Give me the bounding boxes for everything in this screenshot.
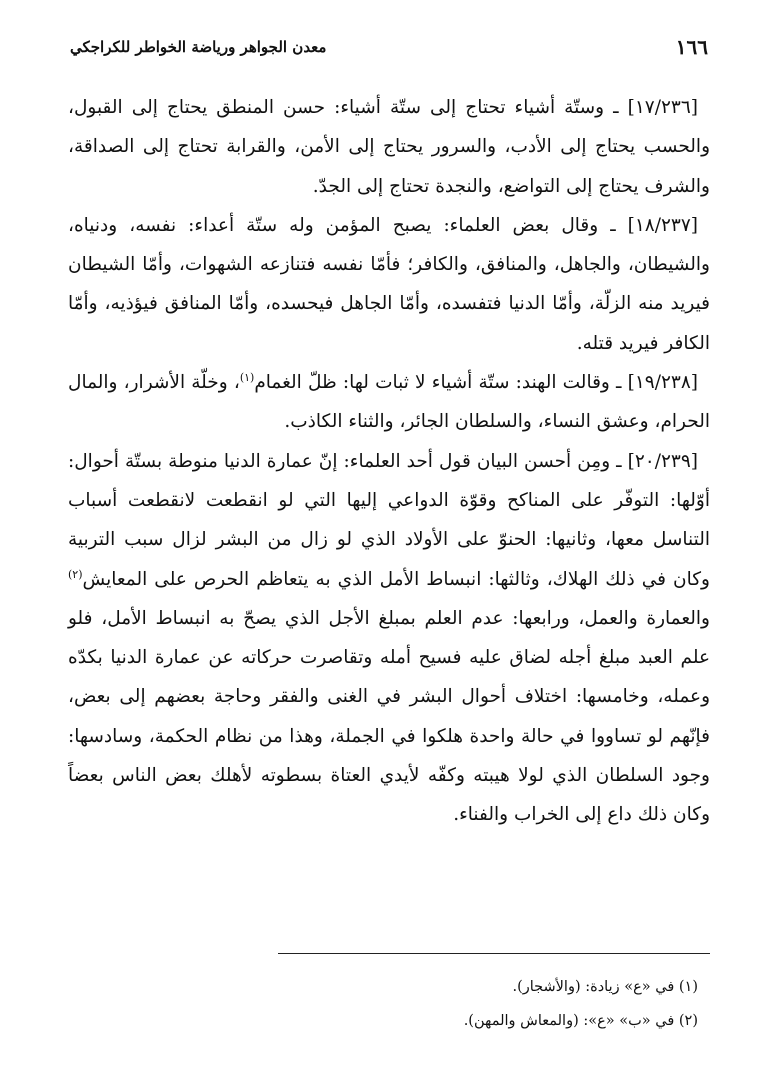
footnote-1: (١) في «ع» زيادة: (والأشجار). — [512, 979, 698, 995]
footnote-2: (٢) في «ب» «ع»: (والمعاش والمهن). — [463, 1013, 698, 1029]
paragraph-text: ، وخلّة الأشرار، والمال الحرام، وعشق النساء، والسلطان الجائر، والثناء الكاذب. — [68, 372, 710, 433]
footnotes — [80, 970, 698, 1038]
paragraph-236 — [68, 88, 710, 206]
paragraph-text: ـ وقالت الهند: ستّة أشياء لا ثبات لها: ظلّ الغمام — [254, 372, 628, 394]
page-header — [70, 34, 708, 60]
paragraph-text: ـ ومِن أحسن البيان قول أحد العلماء: إنّ عمارة الدنيا منوطة بستّة أحوال: أوّلها: التوفّر على المناكح وقوّة الدواعي إليها التي لو انقطعت لانقطعت أسباب التناسل معها، وثانيها: الحنوّ على الأولاد الذي لو زال من البشر لزال سبب التربية وكان في ذلك الهلاك، وثالثها: انبساط الأمل الذي به يتعاظم الحرص على المعايش — [68, 450, 710, 590]
footnote-divider — [278, 953, 710, 954]
paragraph-text: ـ وقال بعض العلماء: يصبح المؤمن وله ستّة أعداء: نفسه، ودنياه، والشيطان، والجاهل، والمنافق، والكافر؛ فأمّا نفسه فتنازعه الشهوات، وأمّا الشيطان فيريد منه الزلّة، وأمّا الدنيا فتفسده، وأمّا الجاهل فيحسده، وأمّا المنافق فيؤذيه، وأمّا الكافر فيريد قتله. — [68, 214, 710, 354]
paragraph-text: ـ وستّة أشياء تحتاج إلى ستّة أشياء: حسن المنطق يحتاج إلى القبول، والحسب يحتاج إلى الأدب، والسرور يحتاج إلى الأمن، والقرابة تحتاج إلى الصداقة، والشرف يحتاج إلى التواضع، والنجدة تحتاج إلى الجدّ. — [68, 97, 710, 197]
paragraph-239 — [68, 442, 710, 835]
page-number: ١٦٦ — [675, 35, 708, 59]
paragraph-ref: [٢٠/٢٣٩] — [627, 450, 698, 472]
paragraph-ref: [١٧/٢٣٦] — [627, 97, 698, 118]
paragraph-ref: [١٨/٢٣٧] — [627, 214, 698, 236]
paragraph-237 — [68, 206, 710, 363]
paragraph-238 — [68, 363, 710, 442]
footnote-marker: (٢) — [68, 567, 83, 581]
paragraph-text: والعمارة والعمل، ورابعها: عدم العلم بمبلغ الأجل الذي يصحّ به انبساط الأمل، فلو علم العبد مبلغ أجله لضاق عليه فسيح أمله وتقاصرت حركاته عن عمارة الدنيا بكدّه وعمله، وخامسها: اختلاف أحوال البشر في الغنى والفقر وحاجة بعضهم إلى بعض، فإنّهم لو تساووا في حالة واحدة هلكوا في الجملة، وهذا من نظام الحكمة، وسادسها: وجود السلطان الذي لولا هيبته وكفّه لأيدي العتاة بسطوته لأهلك بعض الناس بعضاً وكان ذلك داع إلى الخراب والفناء. — [68, 607, 710, 826]
footnote-marker: (١) — [239, 370, 255, 384]
paragraph-ref: [١٩/٢٣٨] — [627, 372, 698, 394]
running-title: معدن الجواهر ورياضة الخواطر للكراجكي — [70, 38, 327, 56]
main-text — [68, 88, 710, 835]
